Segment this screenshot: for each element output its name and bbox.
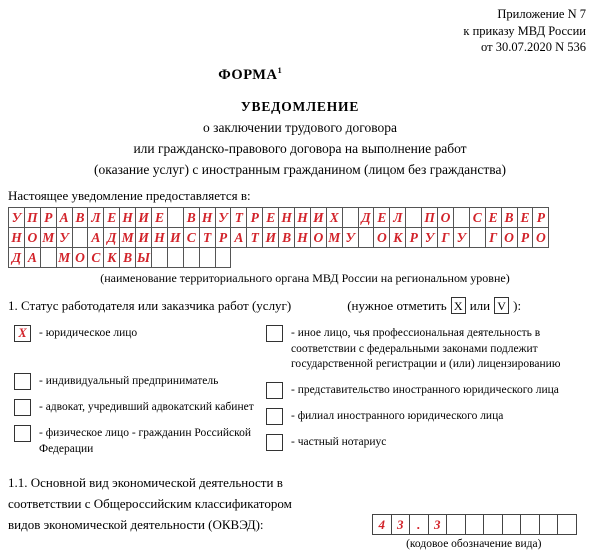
letter-cell[interactable]: Н [151, 227, 168, 248]
title-line-2: о заключении трудового договора [202, 120, 397, 136]
option-foreign-representative-office[interactable] [266, 382, 600, 399]
okved-code-cell[interactable] [557, 514, 577, 535]
okved-code-cell[interactable]: 3 [428, 514, 448, 535]
letter-cell[interactable]: Л [389, 207, 406, 228]
section-1-1-line-3: видов экономической деятельности (ОКВЭД): [8, 517, 264, 533]
header-appendix-line: Приложение N 7 [497, 7, 586, 21]
option-label: - индивидуальный предприниматель [39, 375, 219, 388]
option-column-spacer [14, 351, 258, 373]
letter-cell[interactable]: У [215, 207, 232, 228]
letter-cell[interactable]: М [119, 227, 136, 248]
letter-cell[interactable]: Р [246, 207, 263, 228]
letter-cell[interactable]: О [532, 227, 549, 248]
letter-cell[interactable] [215, 247, 232, 268]
letter-cell[interactable]: Р [405, 227, 422, 248]
letter-cell[interactable]: Х [326, 207, 343, 228]
option-individual-entrepreneur[interactable] [14, 373, 258, 390]
letter-cell[interactable]: Е [262, 207, 279, 228]
status-options [0, 325, 600, 466]
letter-cell[interactable]: Г [485, 227, 502, 248]
option-label: - частный нотариус [291, 435, 387, 448]
okved-code-cell[interactable] [483, 514, 503, 535]
authority-intro: Настоящее уведомление предоставляется в: [8, 188, 251, 204]
okved-code-cell[interactable] [446, 514, 466, 535]
letter-cell[interactable] [199, 247, 216, 268]
section-1-1-line-2: соответствии с Общероссийским классификатором [8, 496, 292, 512]
letter-cell[interactable]: К [389, 227, 406, 248]
letter-cell[interactable]: Е [517, 207, 534, 228]
checkbox-other-licensed-person[interactable] [266, 325, 283, 342]
letter-cell[interactable]: Н [119, 207, 136, 228]
letter-cell[interactable]: Н [294, 207, 311, 228]
letter-cell[interactable]: Н [278, 207, 295, 228]
okved-code-cell[interactable]: . [409, 514, 429, 535]
authority-letter-grid[interactable] [0, 207, 600, 268]
letter-cell[interactable]: В [501, 207, 518, 228]
mark-instruction [347, 297, 521, 314]
okved-code-cell[interactable] [520, 514, 540, 535]
form-word-label: ФОРМА [218, 66, 278, 83]
letter-cell[interactable]: И [167, 227, 184, 248]
mark-box-v: V [494, 297, 509, 314]
letter-cell[interactable]: Е [373, 207, 390, 228]
mark-instruction-suffix: ): [513, 297, 522, 313]
letter-cell[interactable]: У [453, 227, 470, 248]
okved-code-cell[interactable] [502, 514, 522, 535]
letter-cell[interactable]: В [72, 207, 89, 228]
letter-cell[interactable] [405, 207, 422, 228]
letter-cell[interactable]: О [501, 227, 518, 248]
option-natural-person[interactable] [14, 425, 258, 457]
letter-cell[interactable]: И [262, 227, 279, 248]
letter-cell[interactable]: У [421, 227, 438, 248]
letter-cell[interactable]: Т [246, 227, 263, 248]
letter-cell[interactable]: П [421, 207, 438, 228]
letter-cell[interactable]: У [342, 227, 359, 248]
letter-cell[interactable]: Н [294, 227, 311, 248]
section-1-heading: 1. Статус работодателя или заказчика работ (услуг) [8, 297, 292, 313]
letter-cell[interactable] [183, 247, 200, 268]
letter-cell[interactable]: Л [87, 207, 104, 228]
letter-cell[interactable]: Д [358, 207, 375, 228]
letter-cell[interactable] [358, 227, 375, 248]
letter-cell[interactable]: В [278, 227, 295, 248]
letter-cell[interactable]: О [310, 227, 327, 248]
letter-cell[interactable]: О [24, 227, 41, 248]
section-1-1-line-1: 1.1. Основной вид экономической деятельности в [8, 475, 283, 491]
letter-cell[interactable]: Р [532, 207, 549, 228]
authority-grid-caption: (наименование территориального органа МВД России на региональном уровне) [100, 271, 510, 286]
letter-cell[interactable]: Р [517, 227, 534, 248]
letter-cell[interactable]: Н [199, 207, 216, 228]
letter-cell[interactable]: А [24, 247, 41, 268]
letter-cell[interactable]: У [56, 227, 73, 248]
letter-cell[interactable] [453, 207, 470, 228]
letter-cell[interactable]: А [87, 227, 104, 248]
letter-cell[interactable]: Ы [135, 247, 152, 268]
section-1-1 [8, 472, 600, 550]
form-footnote-marker: 1 [277, 64, 282, 75]
letter-cell[interactable]: М [40, 227, 57, 248]
checkbox-advocate[interactable] [14, 399, 31, 416]
letter-cell[interactable]: А [56, 207, 73, 228]
title-line-4: (оказание услуг) с иностранным гражданином (лицом без гражданства) [94, 162, 506, 178]
status-options-left-column [0, 325, 258, 466]
letter-grid-row[interactable] [8, 227, 600, 248]
letter-cell[interactable] [167, 247, 184, 268]
okved-code-cell[interactable] [539, 514, 559, 535]
header-order-date-line: от 30.07.2020 N 536 [481, 40, 586, 54]
letter-cell[interactable]: Е [103, 207, 120, 228]
checkbox-private-notary[interactable] [266, 434, 283, 451]
checkbox-foreign-representative-office[interactable] [266, 382, 283, 399]
letter-cell[interactable] [72, 227, 89, 248]
option-advocate[interactable] [14, 399, 258, 416]
letter-cell[interactable]: М [326, 227, 343, 248]
letter-cell[interactable]: С [87, 247, 104, 268]
letter-cell[interactable]: Д [8, 247, 25, 268]
option-foreign-branch[interactable] [266, 408, 600, 425]
mark-box-x: X [451, 297, 466, 314]
letter-cell[interactable]: Д [103, 227, 120, 248]
letter-grid-row[interactable] [8, 247, 600, 268]
letter-cell[interactable]: О [373, 227, 390, 248]
letter-cell[interactable] [469, 227, 486, 248]
title-line-3: или гражданско-правового договора на выполнение работ [133, 141, 467, 157]
form-word [0, 65, 600, 84]
letter-cell[interactable]: Т [230, 207, 247, 228]
letter-cell[interactable] [151, 247, 168, 268]
okved-code-cell[interactable] [465, 514, 485, 535]
mark-instruction-or: или [469, 297, 491, 313]
letter-cell[interactable]: И [310, 207, 327, 228]
letter-grid-row[interactable] [8, 207, 600, 228]
status-options-right-column [258, 325, 600, 466]
option-private-notary[interactable] [266, 434, 600, 451]
letter-cell[interactable] [342, 207, 359, 228]
option-label: - иное лицо, чья профессиональная деятельность в соответствии с федеральными законами подлежит государственной регистрации и (или) лицензированию [291, 327, 561, 371]
okved-code-area [372, 472, 576, 550]
letter-cell[interactable]: С [469, 207, 486, 228]
header-order-line: к приказу МВД России [463, 23, 586, 38]
checkbox-natural-person[interactable] [14, 425, 31, 442]
section-1-1-text [8, 472, 368, 535]
letter-cell[interactable]: У [8, 207, 25, 228]
letter-cell[interactable]: Е [485, 207, 502, 228]
letter-cell[interactable]: Р [215, 227, 232, 248]
section-1-header [8, 297, 600, 314]
letter-cell[interactable]: О [72, 247, 89, 268]
letter-cell[interactable] [40, 247, 57, 268]
okved-code-caption: (кодовое обозначение вида) [406, 538, 542, 550]
option-label: - физическое лицо - гражданин Российской Федерации [39, 427, 252, 455]
letter-cell[interactable]: В [119, 247, 136, 268]
letter-cell[interactable]: Н [8, 227, 25, 248]
document-header [0, 0, 600, 56]
letter-cell[interactable]: М [56, 247, 73, 268]
option-legal-entity[interactable] [14, 325, 258, 342]
option-label: - адвокат, учредивший адвокатский кабинет [39, 401, 254, 414]
option-label: - представительство иностранного юридического лица [291, 383, 559, 396]
okved-code-cell[interactable]: 3 [391, 514, 411, 535]
page-title: УВЕДОМЛЕНИЕ [240, 99, 360, 115]
letter-cell[interactable]: Т [199, 227, 216, 248]
checkbox-foreign-branch[interactable] [266, 408, 283, 425]
letter-cell[interactable] [167, 207, 184, 228]
letter-cell[interactable]: П [24, 207, 41, 228]
mark-instruction-prefix: (нужное отметить [347, 297, 447, 313]
checkbox-individual-entrepreneur[interactable] [14, 373, 31, 390]
document-title-block [0, 96, 600, 180]
letter-cell[interactable]: Е [151, 207, 168, 228]
letter-cell[interactable]: О [437, 207, 454, 228]
letter-cell[interactable]: В [183, 207, 200, 228]
okved-code-cell[interactable]: 4 [372, 514, 392, 535]
letter-cell[interactable]: Р [40, 207, 57, 228]
letter-cell[interactable]: Г [437, 227, 454, 248]
letter-cell[interactable]: И [135, 207, 152, 228]
letter-cell[interactable]: К [103, 247, 120, 268]
okved-code-grid[interactable] [372, 514, 576, 535]
option-label: - юридическое лицо [39, 327, 138, 340]
option-other-licensed-person[interactable] [266, 325, 600, 373]
checkbox-legal-entity[interactable]: X [14, 325, 31, 342]
letter-cell[interactable]: И [135, 227, 152, 248]
letter-cell[interactable]: С [183, 227, 200, 248]
letter-cell[interactable]: А [230, 227, 247, 248]
option-label: - филиал иностранного юридического лица [291, 409, 504, 422]
